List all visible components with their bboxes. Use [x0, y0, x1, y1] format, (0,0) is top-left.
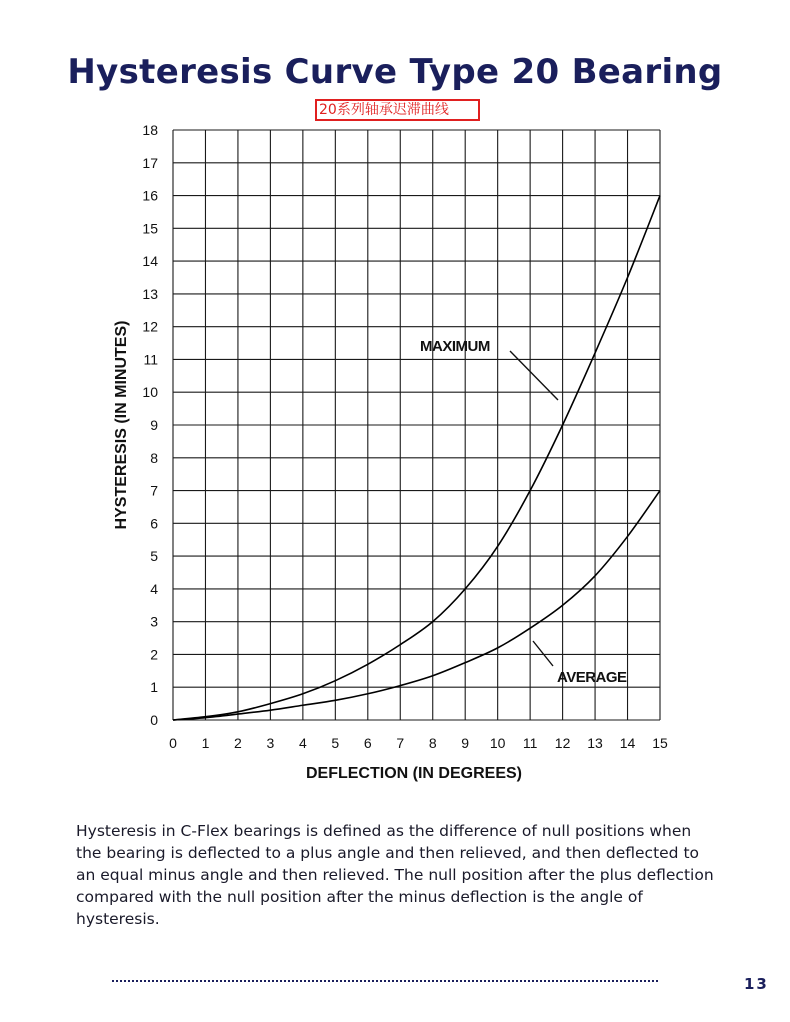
y-tick-label: 3: [150, 613, 158, 630]
y-tick-label: 11: [143, 351, 158, 368]
x-tick-label: 1: [201, 735, 210, 751]
chart-grid: [173, 130, 660, 720]
y-tick-label: 18: [142, 122, 158, 138]
x-tick-label: 10: [489, 735, 506, 751]
chinese-subtitle: 20系列轴承迟滞曲线: [315, 99, 480, 121]
y-tick-label: 5: [150, 548, 158, 565]
x-tick-label: 4: [298, 735, 307, 751]
y-tick-label: 8: [150, 449, 158, 466]
y-tick-label: 10: [142, 384, 158, 401]
description-paragraph: Hysteresis in C-Flex bearings is defined as the difference of null positions when the bearing is deflected to a plus angle and then relieved, and then deflected to an equal minus angle and then relieved. The null position after the plus deflection compared with the null position after the minus deflection is the angle of hysteresis.: [76, 822, 714, 928]
y-tick-label: 4: [150, 580, 158, 597]
x-tick-label: 12: [554, 735, 571, 751]
x-tick-label: 7: [396, 735, 405, 751]
x-tick-label: 0: [169, 735, 177, 751]
y-tick-label: 7: [150, 482, 158, 499]
y-tick-label: 2: [150, 646, 158, 663]
y-tick-label: 0: [150, 712, 158, 728]
chart-annotations: [420, 338, 627, 686]
x-tick-label: 13: [587, 735, 603, 751]
x-axis-label: DEFLECTION (IN DEGREES): [305, 765, 523, 782]
page-number: 13: [744, 975, 769, 993]
x-tick-label: 3: [266, 735, 275, 751]
x-tick-label: 8: [428, 735, 437, 751]
y-axis-ticks: [142, 122, 158, 728]
x-axis-ticks: [169, 735, 668, 751]
x-tick-label: 14: [619, 735, 636, 751]
y-tick-label: 16: [142, 187, 158, 204]
y-tick-label: 17: [142, 154, 158, 171]
y-tick-label: 15: [142, 220, 158, 237]
y-axis-label: HYSTERESIS (IN MINUTES): [113, 320, 130, 530]
annotation-label-average: AVERAGE: [557, 669, 627, 686]
y-tick-label: 6: [150, 515, 158, 532]
x-tick-label: 6: [363, 735, 372, 751]
x-tick-label: 5: [331, 735, 340, 751]
footer-dotted-rule: [112, 980, 658, 982]
page-title: Hysteresis Curve Type 20 Bearing: [67, 52, 723, 92]
x-tick-label: 11: [522, 735, 538, 751]
y-tick-label: 9: [150, 417, 158, 433]
y-tick-label: 13: [142, 285, 158, 302]
y-tick-label: 12: [142, 318, 158, 335]
annotation-leader-average: [533, 641, 553, 666]
y-tick-label: 1: [150, 679, 158, 696]
y-tick-label: 14: [142, 253, 158, 270]
annotation-label-maximum: MAXIMUM: [420, 338, 490, 355]
x-tick-label: 2: [234, 735, 242, 751]
x-tick-label: 15: [652, 735, 668, 751]
x-tick-label: 9: [461, 735, 470, 751]
